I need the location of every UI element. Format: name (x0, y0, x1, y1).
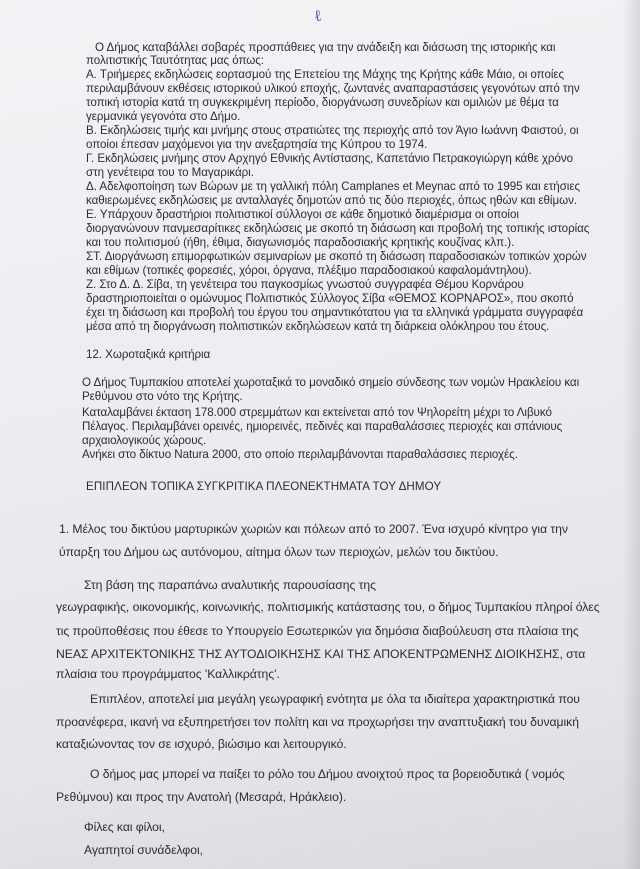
text-line: Ζ. Στο Δ. Δ. Σίβα, τη γενέτειρα του παγκοσμίως γνωστού συγγραφέα Θέμου Κορνάρου (86, 278, 524, 291)
text-line: μέσα από τη διοργάνωση πολιτιστικών εκδηλώσεων κατά τη διάρκεια ολόκληρου του έτους. (86, 320, 550, 333)
text-line: Ρεθύμνου) και προς την Ανατολή (Μεσαρά, Ηράκλειο). (56, 790, 347, 804)
text-line: καταξιώνοντας τον σε ισχυρό, βιώσιμο και λειτουργικό. (56, 737, 347, 751)
text-line: και του πολιτισμού (ήθη, έθιμα, διαγωνισμός παραδοσιακής κρητικής κουζίνας κλπ.). (86, 236, 515, 249)
text-line: τοπική ιστορία κατά τη συγκεκριμένη περίοδο, διοργάνωση συνεδρίων και ομιλιών με θέμα τα (86, 96, 559, 109)
text-line: Ρεθύμνου στο νότο της Κρήτης. (82, 390, 243, 403)
text-line: γεωγραφικής, οικονομικής, κοινωνικής, πολιτισμικής κατάστασης του, ο δήμος Τυμπακίου πληροί όλες (56, 600, 600, 614)
text-line: Ε. Υπάρχουν δραστήριοι πολιτιστικοί σύλλογοι σε κάθε δημοτικό διαμέρισμα οι οποίοι (86, 208, 519, 221)
text-line: Γ. Εκδηλώσεις μνήμης στον Αρχηγό Εθνικής Αντίστασης, Καπετάνιο Πετρακογιώργη κάθε χρόνο (86, 152, 574, 165)
text-line: τις προϋποθέσεις που έθεσε το Υπουργείο Εσωτερικών για δημόσια διαβούλευση στα πλαίσια της (56, 624, 579, 638)
text-line: στη γενέτειρα του το Μαγαρικάρι. (86, 166, 254, 179)
text-line: οποίοι έπεσαν μαχόμενοι για την ανεξαρτησία της Κύπρου το 1974. (86, 138, 428, 151)
text-line: ΣΤ. Διοργάνωση επιμορφωτικών σεμιναρίων με σκοπό τη διάσωση παραδοσιακών τοπικών χορών (86, 250, 587, 263)
handwritten-mark: ℓ (312, 5, 323, 26)
text-line: περιλαμβάνουν εκθέσεις ιστορικού υλικού εποχής, ζωντανές αναπαραστάσεις γεγονότων από την (86, 82, 580, 95)
text-line: και εθίμων (τοπικές φορεσιές, χόροι, όργανα, πλέξιμο παραδοσιακού καφαλομάντηλου). (86, 264, 532, 277)
text-line: αρχαιολογικούς χώρους. (82, 434, 207, 447)
text-line: Αγαπητοί συνάδελφοι, (84, 843, 203, 857)
text-line: 1. Μέλος του δικτύου μαρτυρικών χωριών και πόλεων από το 2007. Ένα ισχυρό κίνητρο για την (59, 522, 568, 536)
text-line: ΝΕΑΣ ΑΡΧΙΤΕΚΤΟΝΙΚΗΣ ΤΗΣ ΑΥΤΟΔΙΟΙΚΗΣΗΣ ΚΑΙ ΤΗΣ ΑΠΟΚΕΝΤΡΩΜΕΝΗΣ ΔΙΟΙΚΗΣΗΣ, στα (56, 647, 586, 661)
section-heading: ΕΠΙΠΛΕΟΝ ΤΟΠΙΚΑ ΣΥΓΚΡΙΤΙΚΑ ΠΛΕΟΝΕΚΤΗΜΑΤΑ ΤΟΥ ΔΗΜΟΥ (86, 480, 442, 493)
text-line: γερμανικά γεγονότα στο Δήμο. (86, 110, 241, 123)
text-line: πολιτιστικής Ταυτότητας μας όπως: (86, 54, 264, 67)
text-line: Στη βάση της παραπάνω αναλυτικής παρουσίασης της (84, 578, 376, 592)
text-line: ύπαρξη του Δήμου ως αυτόνομου, αίτημα όλων των περιοχών, μελών του δικτύου. (59, 545, 499, 559)
text-line: Ο Δήμος Τυμπακίου αποτελεί χωροταξικά το μοναδικό σημείο σύνδεσης των νομών Ηρακλείου και (82, 376, 580, 389)
text-line: Ο Δήμος καταβάλλει σοβαρές προσπάθειες για την ανάδειξη και διάσωση της ιστορικής και (95, 41, 556, 54)
text-line: Α. Τριήμερες εκδηλώσεις εορτασμού της Επετείου της Μάχης της Κρήτης κάθε Μάιο, οι οποίες (86, 68, 565, 81)
text-line: Πέλαγος. Περιλαμβάνει ορεινές, ημιορεινές, πεδινές και παραθαλάσσιες περιοχές και σπάνιους (82, 420, 563, 433)
text-line: Δ. Αδελφοποίηση των Βώρων με τη γαλλική πόλη Camplanes et Meynac από το 1995 και ετήσιες (86, 180, 580, 193)
text-line: καθιερωμένες εκδηλώσεις με ανταλλαγές δημοτών από τις δύο περιοχές, όπως ηθών και εθίμων. (86, 194, 578, 207)
text-line: έχει τη διάσωση και προβολή του έργου του σημαντικότατου για τα ελληνικά γράμματα συγγραφέα (86, 306, 584, 319)
text-line: Ανήκει στο δίκτυο Natura 2000, στο οποίο περιλαμβάνονται παραθαλάσσιες περιοχές. (82, 448, 518, 461)
text-line: πλαίσια του προγράμματος 'Καλλικράτης'. (56, 667, 280, 681)
text-line: Ο δήμος μας μπορεί να παίξει το ρόλο του Δήμου ανοιχτού προς τα βορειοδυτικά ( νομός (90, 767, 565, 781)
text-line: δραστηριοποιείται ο ομώνυμος Πολιτιστικός Σύλλογος Σίβα «ΘΕΜΟΣ ΚΟΡΝΑΡΟΣ», που σκοπό (86, 292, 574, 305)
page-shadow (622, 0, 640, 869)
text-line: προανέφερα, ικανή να εξυπηρετήσει τον πολίτη και να προχωρήσει την αναπτυξιακή του δυναμική (56, 715, 579, 729)
text-line: Φίλες και φίλοι, (84, 820, 165, 834)
text-line: Καταλαμβάνει έκταση 178.000 στρεμμάτων και εκτείνεται από τον Ψηλορείτη μέχρι το Λιβυκό (82, 406, 552, 419)
text-line: Επιπλέον, αποτελεί μια μεγάλη γεωγραφική ενότητα με όλα τα ιδιαίτερα χαρακτηριστικά που (90, 692, 580, 706)
text-line: διοργανώνουν πανμεσαρίτικες εκδηλώσεις με σκοπό τη διάσωση και προβολή της τοπικής ιστορίας (86, 222, 590, 235)
section-heading: 12. Χωροταξικά κριτήρια (86, 348, 211, 361)
text-line: Β. Εκδηλώσεις τιμής και μνήμης στους στρατιώτες της περιοχής από τον Άγιο Ιωάννη Φαιστού, οι (86, 124, 579, 137)
